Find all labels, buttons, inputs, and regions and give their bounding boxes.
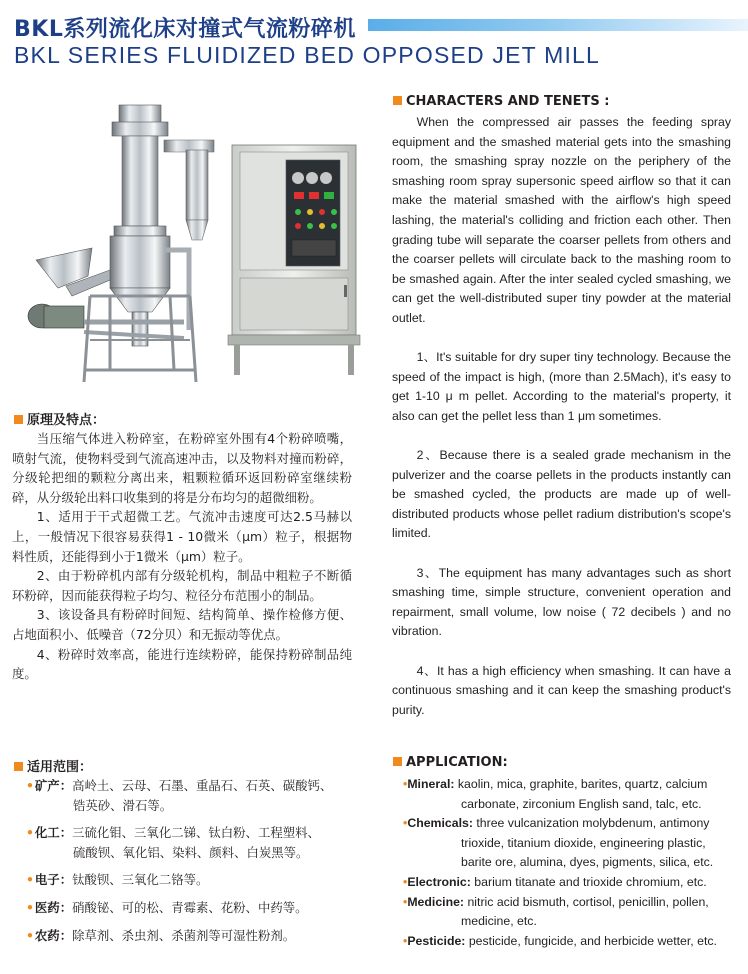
scope-item-pesticide [26, 926, 356, 946]
characters-point-2: 2、Because there is a sealed grade mechanism in the pulverizer and the coarse pellets in the products instantly can be smashed cycled, the products are made up of well-distributed products whose pellet radium distribution's scope's limited. [392, 448, 731, 541]
principle-point-4: 4、粉碎时效率高，能进行连续粉碎，能保持粉碎制品纯度。 [12, 646, 352, 682]
characters-intro: When the compressed air passes the feeding spray equipment and the smashed material gets into the smashing room, the smashing spray nozzle on the periphery of the smashing room spray supersonic speed airflow so that it can make the material smashed with the airflow's high speed lashing, the material's colliding and friction each other. Then grading tube will separate the coarser pellets from others and the coarser pellets will circulate back to the mashing room to be smashed again. After the inter sealed cycled smashing, we can get the well-distributed super tiny powder at the material outlet. [392, 115, 731, 325]
jet-mill-machine [28, 105, 214, 382]
application-heading-text: APPLICATION: [406, 755, 508, 770]
bullet-icon: • [26, 899, 34, 915]
jet-mill-illustration [14, 100, 374, 400]
principle-text-block [12, 429, 352, 684]
application-item-value: barium titanate and trioxide chromium, etc. [474, 874, 707, 889]
scope-item-label: 化工： [34, 825, 73, 841]
application-heading [393, 755, 508, 770]
product-photos [14, 100, 374, 400]
principle-intro: 当压缩气体进入粉碎室，在粉碎室外围有4个粉碎喷嘴，喷射气流，使物料受到气流高速冲击，以及物料对撞而粉碎，分级轮把细的颗粒分离出来，粗颗粒循环返回粉碎室继续粉碎，从分级轮出料口收集到的将是分布均匀的超微细粉。 [12, 431, 352, 505]
principle-point-3: 3、该设备具有粉碎时间短、结构简单、操作检修方便、占地面积小、低噪音（72分贝）和无振动等优点。 [12, 607, 352, 642]
scope-item-electronic [26, 870, 356, 890]
bullet-icon: • [26, 927, 34, 943]
application-item-label: Chemicals: [407, 816, 473, 831]
scope-item-mineral [26, 776, 356, 815]
application-item-electronic [403, 873, 738, 893]
bullet-icon: • [403, 933, 408, 948]
characters-point-3: 3、The equipment has many advantages such as short smashing time, simple structure, convenient operation and repairment, small volume, low noise ( 72 decibels ) and no vibration. [392, 565, 731, 639]
application-item-label: Electronic: [407, 874, 471, 889]
application-item-value: kaolin, mica, graphite, barites, quartz, calcium [457, 777, 708, 791]
scope-item-value: 硝酸铋、可的松、青霉素、花粉、中药等。 [72, 899, 308, 915]
scope-item-chemical [26, 823, 356, 862]
title-english: BKL SERIES FLUIDIZED BED OPPOSED JET MILL [14, 42, 601, 68]
application-item-medicine [403, 893, 738, 932]
bullet-icon: • [26, 872, 34, 888]
scope-item-label: 电子： [34, 872, 73, 888]
scope-item-medicine [26, 898, 356, 918]
title-chinese: BKL系列流化床对撞式气流粉碎机 [14, 17, 356, 42]
application-item-label: Pesticide: [407, 933, 466, 948]
control-cabinet [228, 145, 360, 375]
scope-item-value-cont: 锆英砂、滑石等。 [73, 797, 173, 813]
scope-item-value: 除草剂、杀虫剂、杀菌剂等可湿性粉剂。 [72, 927, 296, 943]
scope-heading [14, 756, 92, 775]
characters-point-4: 4、It has a high efficiency when smashing. It can have a continuous smashing and it can keep the smashing product's purity. [392, 663, 731, 717]
scope-item-value-cont: 硫酸钡、氧化铝、染料、颜料、白炭黑等。 [73, 844, 309, 860]
application-item-chemicals [403, 814, 738, 873]
orange-square-icon [14, 415, 23, 424]
application-item-pesticide [403, 932, 738, 952]
title-decor-bar [368, 19, 748, 31]
orange-square-icon [393, 96, 402, 105]
application-item-value-cont: medicine, etc. [461, 914, 537, 929]
scope-item-value: 钛酸钡、三氧化二铬等。 [72, 872, 209, 888]
bullet-icon: • [26, 778, 34, 793]
scope-item-label: 医药： [34, 899, 73, 915]
bullet-icon: • [403, 816, 408, 831]
characters-heading [393, 94, 609, 109]
application-list [403, 775, 738, 951]
characters-heading-text: CHARACTERS AND TENETS : [406, 94, 610, 109]
application-item-value: pesticide, fungicide, and herbicide wetter, etc. [468, 933, 717, 948]
bullet-icon: • [403, 777, 408, 791]
application-item-value: three vulcanization molybdenum, antimony [476, 816, 710, 831]
application-item-mineral [403, 775, 738, 814]
scope-item-value: 三硫化钼、三氧化二锑、钛白粉、工程塑料、 [72, 825, 320, 841]
scope-item-value: 高岭土、云母、石墨、重晶石、石英、碳酸钙、 [72, 778, 333, 793]
principle-heading [14, 409, 105, 428]
characters-text-block [392, 113, 731, 720]
characters-point-1: 1、It's suitable for dry super tiny technology. Because the speed of the impact is high, (more than 2.5Mach), it's easy to get 1-10 μ m pellet. According to the material's property, it also can get the pellet less than 1 μm sometimes. [392, 350, 731, 423]
scope-item-label: 农药： [34, 927, 73, 943]
application-item-value-cont: carbonate, zirconium English sand, talc, etc. [461, 796, 702, 811]
application-item-value-cont: trioxide, titanium dioxide, engineering plastic, [461, 835, 706, 850]
application-item-label: Mineral: [407, 777, 455, 791]
bullet-icon: • [403, 894, 408, 909]
principle-heading-text: 原理及特点： [27, 413, 106, 428]
scope-item-label: 矿产： [34, 778, 73, 793]
orange-square-icon [14, 762, 23, 771]
scope-list [26, 776, 356, 945]
orange-square-icon [393, 757, 402, 766]
principle-point-2: 2、由于粉碎机内部有分级轮机构，制品中粗粒子不断循环粉碎，因而能获得粒子均匀、粒径分布范围小的制品。 [12, 568, 352, 603]
principle-point-1: 1、适用于干式超微工艺。气流冲击速度可达2.5马赫以上，一般情况下很容易获得1 - 10微米（μm）粒子，根据物料性质，还能得到小于1微米（μm）粒子。 [12, 509, 352, 564]
bullet-icon: • [26, 825, 34, 841]
application-item-value-cont: barite ore, alumina, dyes, pigments, silica, etc. [461, 855, 714, 870]
application-item-value: nitric acid bismuth, cortisol, penicillin, pollen, [467, 894, 709, 909]
scope-heading-text: 适用范围： [27, 760, 93, 775]
application-item-label: Medicine: [407, 894, 465, 909]
bullet-icon: • [403, 874, 408, 889]
